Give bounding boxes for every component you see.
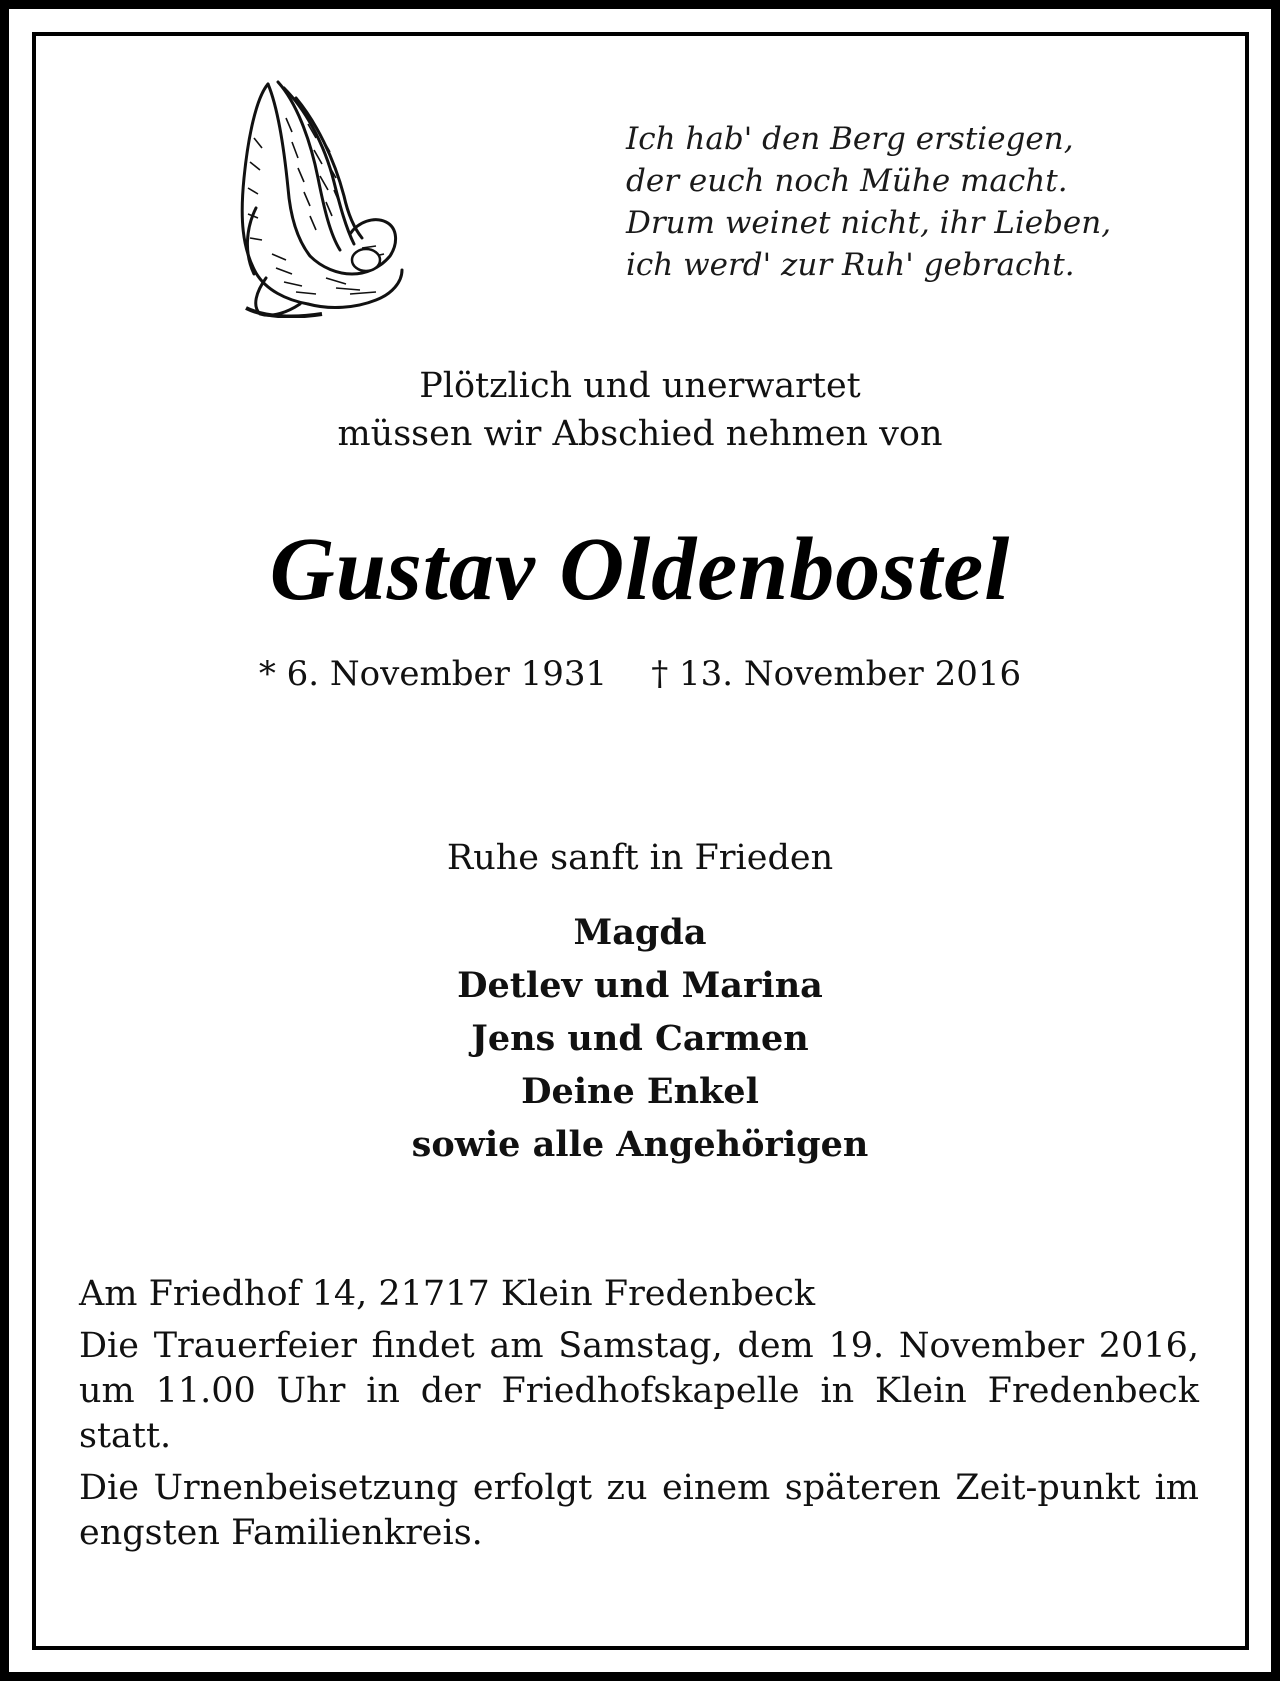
burial-info: Die Urnenbeisetzung erfolgt zu einem späteren Zeit-punkt im engsten Familienkreis. [79,1468,1199,1553]
mourners-list [0,906,1280,1171]
deceased-name: Gustav Oldenbostel [269,520,1011,619]
poem-verse [626,118,1186,286]
mourner-name: Deine Enkel [521,1071,759,1112]
poem-line: der euch noch Mühe macht. [626,163,1068,199]
service-info: Die Trauerfeier findet am Samstag, dem 19. November 2016, um 11.00 Uhr in der Friedhofskapelle in Klein Fredenbeck statt. [79,1326,1199,1456]
life-dates [0,652,1280,696]
intro-line-1: Plötzlich und unerwartet [419,366,861,406]
mourner-name: sowie alle Angehörigen [411,1124,869,1165]
farewell-text: Ruhe sanft in Frieden [446,838,834,878]
intro-text [0,362,1280,458]
footer-notice [79,1272,1199,1563]
praying-hands-icon [226,78,406,318]
poem-line: ich werd' zur Ruh' gebracht. [626,247,1075,283]
birth-date: * 6. November 1931 [258,654,608,694]
mourner-name: Magda [573,912,707,953]
mourner-name: Detlev und Marina [457,965,823,1006]
poem-line: Ich hab' den Berg erstiegen, [626,121,1074,157]
death-date: † 13. November 2016 [651,654,1022,694]
address-line: Am Friedhof 14, 21717 Klein Fredenbeck [79,1274,816,1314]
intro-line-2: müssen wir Abschied nehmen von [337,414,943,454]
poem-line: Drum weinet nicht, ihr Lieben, [626,205,1112,241]
mourner-name: Jens und Carmen [471,1018,809,1059]
